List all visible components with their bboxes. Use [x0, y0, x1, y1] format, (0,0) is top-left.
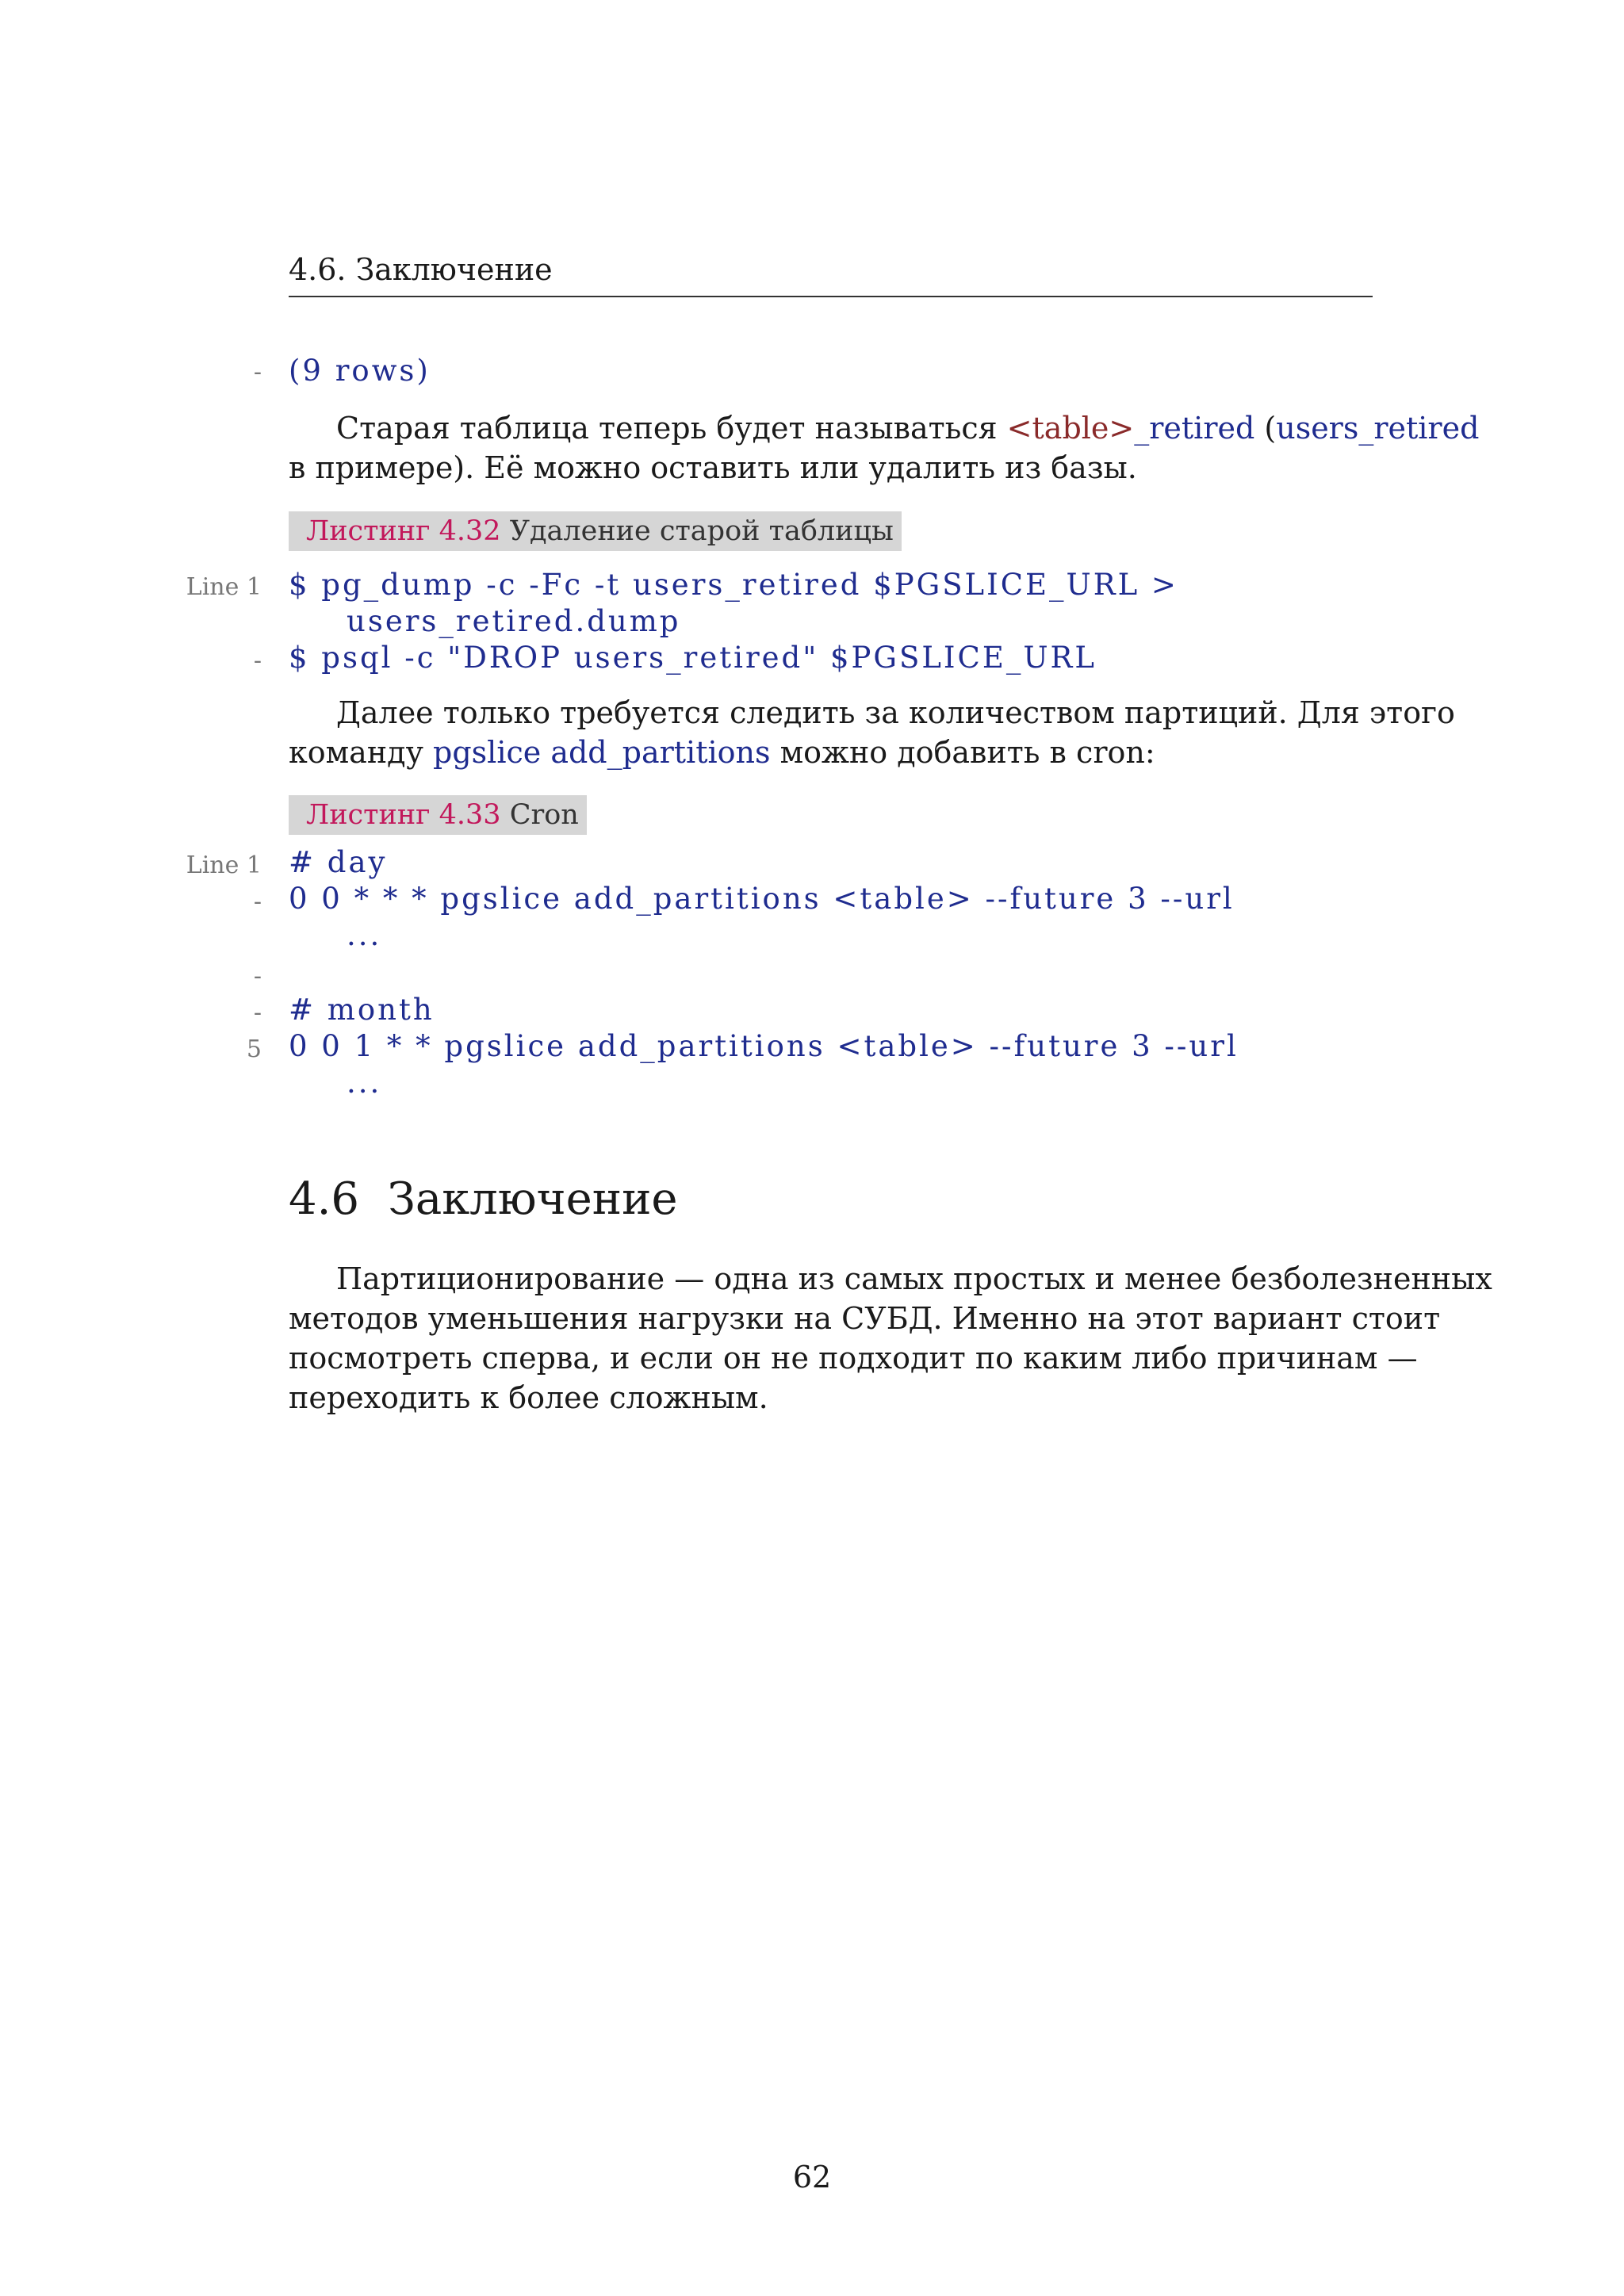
section-title: Заключение	[388, 1173, 678, 1225]
code-line: $ pg_dump -c -Fc -t users_retired $PGSLICE_URL >	[289, 568, 1178, 602]
line-number: -	[253, 888, 262, 916]
paragraph-line: Партиционирование — одна из самых простых и менее безболезненных	[336, 1261, 1492, 1296]
listing-caption	[289, 511, 902, 551]
inline-code-retired: _retired	[1134, 411, 1255, 446]
paragraph-line: команду pgslice add_partitions можно добавить в cron:	[289, 735, 1155, 770]
paragraph-line: посмотреть сперва, и если он не подходит по каким либо причинам —	[289, 1341, 1418, 1376]
page-number: 62	[792, 2160, 832, 2195]
paragraph-line: Далее только требуется следить за количеством партиций. Для этого	[336, 695, 1455, 730]
listing-title: Cron	[509, 799, 579, 831]
code-line: $ psql -c "DROP users_retired" $PGSLICE_URL	[289, 641, 1097, 675]
paragraph-conclusion	[289, 1259, 1492, 1418]
section-heading	[289, 1173, 678, 1225]
paragraph-line: Старая таблица теперь будет называться <table>_retired (users_retired	[336, 411, 1480, 446]
code-line: # month	[289, 993, 435, 1027]
section-number: 4.6	[289, 1173, 360, 1225]
line-number: Line 1	[186, 573, 262, 601]
inline-code-table: <table>	[1006, 411, 1135, 446]
running-header: 4.6. Заключение	[289, 252, 553, 287]
paragraph-partitions	[289, 693, 1455, 772]
line-number: Line 1	[186, 851, 262, 879]
paragraph-line: в примере). Её можно оставить или удалить из базы.	[289, 450, 1137, 485]
code-line: (9 rows)	[289, 354, 431, 388]
listing-caption	[289, 795, 587, 835]
paragraph-line: методов уменьшения нагрузки на СУБД. Именно на этот вариант стоит	[289, 1301, 1441, 1336]
inline-code-users-retired: users_retired	[1276, 411, 1480, 446]
line-number: -	[253, 647, 262, 675]
listing-title: Удаление старой таблицы	[509, 515, 894, 547]
line-number: 5	[246, 1035, 262, 1063]
listing-number: Листинг 4.32	[306, 515, 501, 547]
inline-code-pgslice: pgslice add_partitions	[433, 735, 771, 770]
line-number: -	[253, 962, 262, 990]
header-rule	[289, 296, 1373, 297]
line-number: -	[253, 999, 262, 1027]
paragraph-retired-table	[289, 408, 1480, 488]
line-number: -	[253, 358, 262, 386]
paragraph-line: переходить к более сложным.	[289, 1380, 768, 1415]
listing-number: Листинг 4.33	[306, 799, 501, 831]
code-line: 0 0 * * * pgslice add_partitions <table> --future 3 --url	[289, 882, 1235, 916]
code-line: # day	[289, 845, 388, 879]
code-line: ...	[347, 918, 382, 952]
code-line: ...	[347, 1066, 382, 1100]
code-line: users_retired.dump	[347, 604, 681, 638]
code-line: 0 0 1 * * pgslice add_partitions <table> --future 3 --url	[289, 1029, 1239, 1063]
